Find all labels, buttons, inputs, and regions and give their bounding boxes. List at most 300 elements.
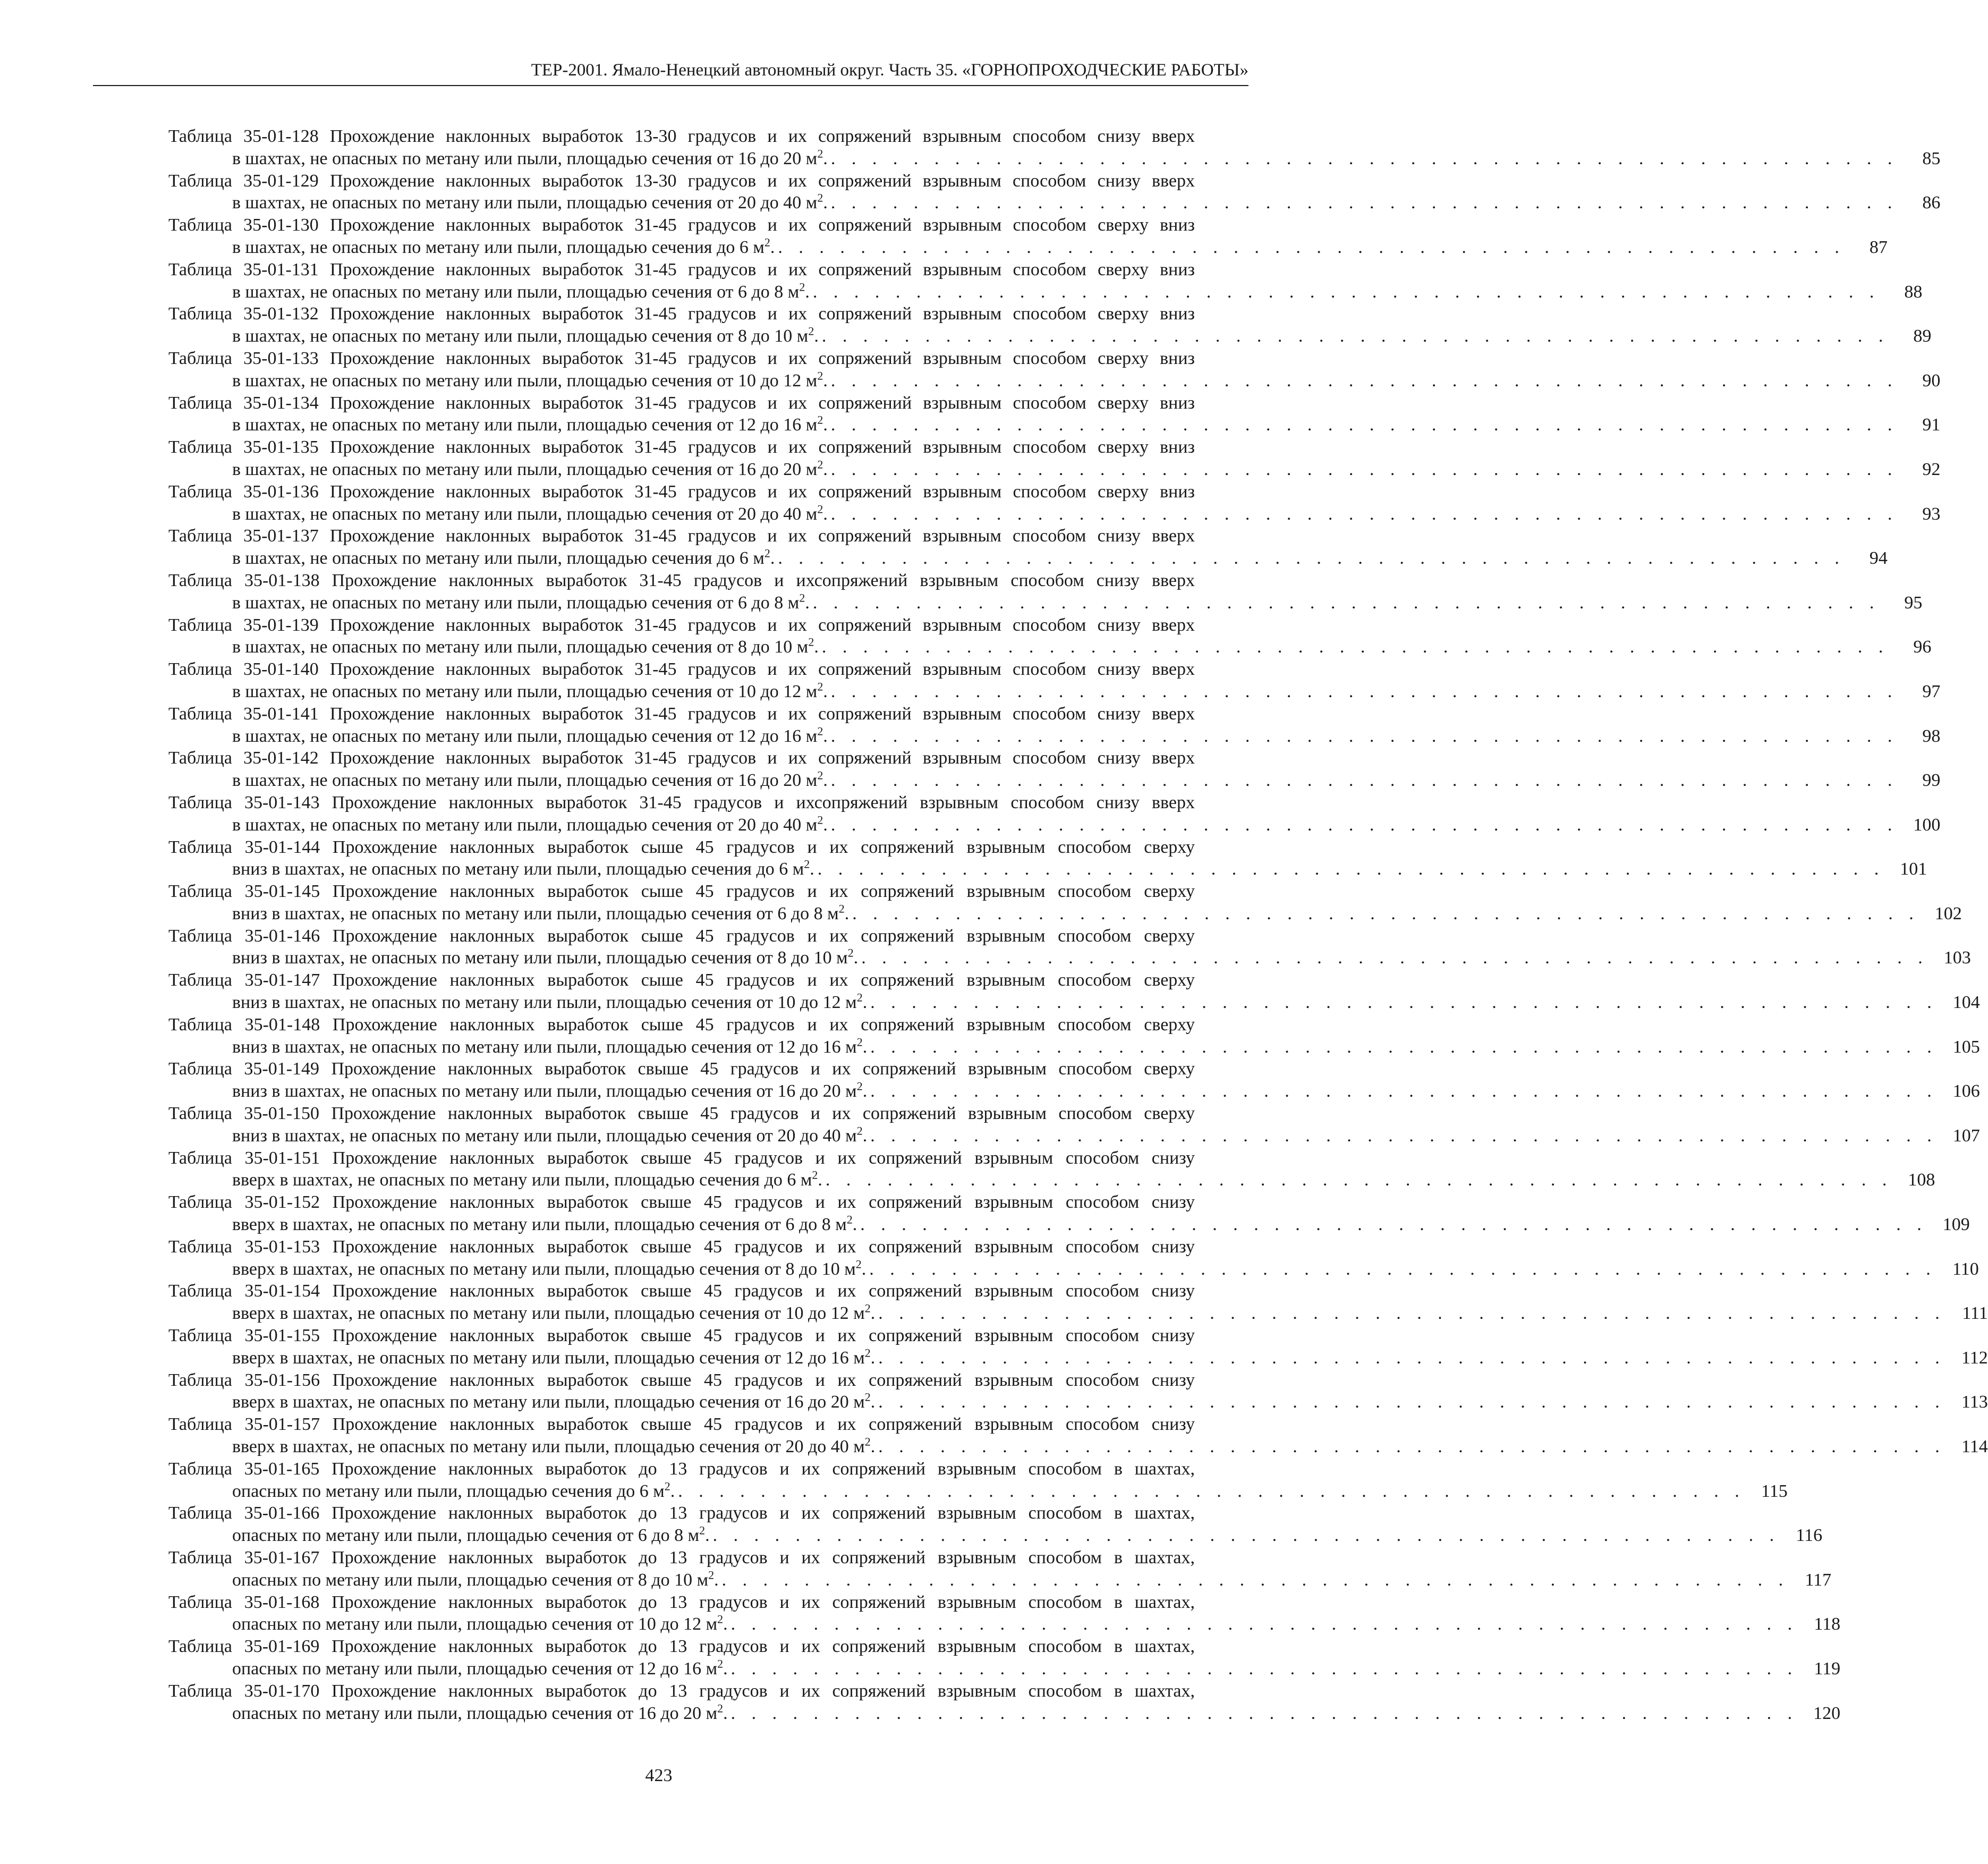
toc-entry-continuation: [168, 1701, 1841, 1725]
toc-entry-area-text: в шахтах, не опасных по метану или пыли, площадью сечения от 6 до 8 м: [232, 282, 800, 302]
toc-entry-page-number: 110: [1952, 1259, 1979, 1279]
toc-entry[interactable]: [168, 1103, 1980, 1147]
toc-entry-continuation: [168, 768, 1941, 792]
area-unit-superscript: 2: [856, 1035, 863, 1049]
toc-entry-continuation-text: [232, 1169, 822, 1191]
area-unit-superscript: 2: [817, 147, 823, 160]
sentence-period: .: [862, 1037, 868, 1057]
toc-entry[interactable]: [168, 747, 1941, 792]
leader-dots: . . . . . . . . . . . . . . . . . . . . . . . . . . . . . . . . . . . . . . . . . . . . . . . . . . . .: [870, 1037, 1938, 1057]
toc-entry-title: Таблица 35-01-135 Прохождение наклонных выработок 31-45 градусов и их сопряжений взрывным способом сверху вниз: [168, 437, 1195, 457]
sentence-period: .: [870, 1303, 876, 1324]
toc-entry-title: Таблица 35-01-151 Прохождение наклонных выработок свыше 45 градусов и их сопряжений взрывным способом снизу: [168, 1148, 1195, 1168]
toc-entry-title: Таблица 35-01-165 Прохождение наклонных выработок до 13 градусов и их сопряжений взрывным способом в шахтах,: [168, 1459, 1195, 1479]
toc-entry-title: Таблица 35-01-153 Прохождение наклонных выработок свыше 45 градусов и их сопряжений взрывным способом снизу: [168, 1236, 1195, 1257]
toc-entry-area-text: в шахтах, не опасных по метану или пыли, площадью сечения от 6 до 8 м: [232, 592, 800, 613]
toc-entry-page-number: 107: [1952, 1125, 1980, 1146]
toc-entry[interactable]: [168, 570, 1923, 614]
toc-entry-page-number: 91: [1922, 415, 1941, 435]
toc-entry[interactable]: [168, 481, 1941, 526]
toc-entry-continuation-text: [232, 1658, 728, 1680]
toc-entry-title: Таблица 35-01-138 Прохождение наклонных выработок 31-45 градусов и ихсопряжений взрывным способом снизу вверх: [168, 570, 1195, 590]
leader-dots: . . . . . . . . . . . . . . . . . . . . . . . . . . . . . . . . . . . . . . . . . . . . . . . . . . . .: [878, 1303, 1945, 1324]
sentence-period: .: [823, 770, 828, 791]
toc-entry-continuation-text: [232, 1347, 875, 1369]
toc-entry-area-text: в шахтах, не опасных по метану или пыли, площадью сечения от 10 до 12 м: [232, 370, 818, 391]
toc-entry-title: Таблица 35-01-170 Прохождение наклонных выработок до 13 градусов и их сопряжений взрывным способом в шахтах,: [168, 1681, 1195, 1701]
toc-entry-title: Таблица 35-01-169 Прохождение наклонных выработок до 13 градусов и их сопряжений взрывным способом в шахтах,: [168, 1637, 1195, 1657]
toc-entry-page-number: 95: [1904, 592, 1923, 613]
area-unit-superscript: 2: [864, 1301, 871, 1315]
toc-entry-area-text: вниз в шахтах, не опасных по метану или пыли, площадью сечения от 12 до 16 м: [232, 1037, 857, 1057]
toc-entry-area-text: вниз в шахтах, не опасных по метану или пыли, площадью сечения от 8 до 10 м: [232, 948, 848, 968]
table-of-contents: [168, 125, 1988, 1724]
sentence-period: .: [805, 592, 810, 613]
toc-entry-continuation-text: [232, 1480, 675, 1503]
leader-dots: . . . . . . . . . . . . . . . . . . . . . . . . . . . . . . . . . . . . . . . . . . . . . . . . . . . .: [878, 1437, 1945, 1457]
toc-entry[interactable]: [168, 1369, 1988, 1414]
toc-entry-title: Таблица 35-01-137 Прохождение наклонных выработок 31-45 градусов и их сопряжений взрывным способом снизу вверх: [168, 526, 1195, 546]
toc-entry-continuation: [168, 1435, 1988, 1458]
toc-entry-title: Таблица 35-01-129 Прохождение наклонных выработок 13-30 градусов и их сопряжений взрывным способом снизу вверх: [168, 171, 1195, 191]
toc-entry-page-number: 100: [1913, 815, 1941, 835]
toc-entry-area-text: вверх в шахтах, не опасных по метану или пыли, площадью сечения от 20 до 40 м: [232, 1437, 865, 1457]
toc-entry-continuation-text: [232, 370, 828, 392]
toc-entry-title: Таблица 35-01-156 Прохождение наклонных выработок свыше 45 градусов и их сопряжений взрывным способом снизу: [168, 1370, 1195, 1390]
toc-entry-page-number: 116: [1796, 1526, 1823, 1546]
toc-entry-page-number: 111: [1962, 1303, 1988, 1324]
area-unit-superscript: 2: [799, 591, 805, 605]
toc-entry-continuation-text: [232, 769, 828, 792]
toc-entry-continuation: [168, 1301, 1988, 1325]
toc-entry-continuation: [168, 235, 1888, 259]
toc-entry-continuation-text: [232, 1524, 710, 1547]
toc-entry-page-number: 97: [1922, 681, 1941, 701]
area-unit-superscript: 2: [717, 1701, 724, 1715]
leader-dots: . . . . . . . . . . . . . . . . . . . . . . . . . . . . . . . . . . . . . . . . . . . . . . . . . . . .: [830, 193, 1898, 213]
sentence-period: .: [814, 326, 819, 346]
toc-entry-continuation-text: [232, 1036, 867, 1058]
leader-dots: . . . . . . . . . . . . . . . . . . . . . . . . . . . . . . . . . . . . . . . . . . . . . . . . . . . .: [730, 1703, 1798, 1723]
toc-entry-continuation-text: [232, 725, 828, 748]
toc-entry-continuation: [168, 147, 1941, 170]
toc-entry-continuation-text: [232, 1569, 719, 1591]
toc-entry-continuation: [168, 857, 1927, 880]
sentence-period: .: [818, 1170, 822, 1190]
toc-entry-continuation-text: [232, 1702, 728, 1725]
toc-entry-page-number: 120: [1813, 1703, 1841, 1723]
toc-entry[interactable]: [168, 125, 1941, 170]
area-unit-superscript: 2: [864, 1435, 871, 1448]
toc-entry-continuation-text: [232, 992, 867, 1014]
leader-dots: . . . . . . . . . . . . . . . . . . . . . . . . . . . . . . . . . . . . . . . . . . . . . . . . . . . .: [869, 1259, 1936, 1279]
sentence-period: .: [862, 993, 868, 1013]
toc-entry-page-number: 119: [1814, 1658, 1841, 1679]
toc-entry-title: Таблица 35-01-157 Прохождение наклонных выработок свыше 45 градусов и их сопряжений взрывным способом снизу: [168, 1414, 1195, 1435]
leader-dots: . . . . . . . . . . . . . . . . . . . . . . . . . . . . . . . . . . . . . . . . . . . . . . . . . . . .: [678, 1481, 1745, 1501]
sentence-period: .: [810, 859, 814, 879]
toc-entry-area-text: в шахтах, не опасных по метану или пыли, площадью сечения до 6 м: [232, 548, 764, 569]
leader-dots: . . . . . . . . . . . . . . . . . . . . . . . . . . . . . . . . . . . . . . . . . . . . . . . . . . . .: [821, 637, 1889, 657]
toc-entry-area-text: опасных по метану или пыли, площадью сечения от 10 до 12 м: [232, 1614, 718, 1634]
toc-entry-continuation: [168, 1213, 1970, 1236]
toc-entry-page-number: 102: [1934, 903, 1962, 923]
toc-entry-continuation-text: [232, 1125, 867, 1147]
toc-entry-continuation-text: [232, 459, 828, 481]
leader-dots: . . . . . . . . . . . . . . . . . . . . . . . . . . . . . . . . . . . . . . . . . . . . . . . . . . . .: [830, 815, 1898, 835]
toc-entry-continuation: [168, 990, 1980, 1014]
toc-entry-page-number: 113: [1961, 1392, 1988, 1412]
toc-entry-page-number: 101: [1900, 859, 1927, 879]
leader-dots: . . . . . . . . . . . . . . . . . . . . . . . . . . . . . . . . . . . . . . . . . . . . . . . . . . . .: [778, 548, 1845, 569]
toc-entry-area-text: в шахтах, не опасных по метану или пыли, площадью сечения от 20 до 40 м: [232, 504, 818, 524]
toc-entry-continuation: [168, 280, 1923, 303]
sentence-period: .: [723, 1614, 728, 1634]
toc-entry-continuation: [168, 636, 1932, 658]
toc-entry-page-number: 88: [1904, 282, 1923, 302]
leader-dots: . . . . . . . . . . . . . . . . . . . . . . . . . . . . . . . . . . . . . . . . . . . . . . . . . . . .: [830, 415, 1898, 435]
toc-entry-area-text: вверх в шахтах, не опасных по метану или пыли, площадью сечения до 6 м: [232, 1170, 812, 1190]
toc-entry-continuation: [168, 591, 1923, 614]
area-unit-superscript: 2: [764, 235, 770, 249]
leader-dots: . . . . . . . . . . . . . . . . . . . . . . . . . . . . . . . . . . . . . . . . . . . . . . . . . . . .: [825, 1170, 1893, 1190]
toc-entry-continuation: [168, 1257, 1979, 1281]
area-unit-superscript: 2: [846, 1213, 853, 1226]
toc-entry-area-text: вверх в шахтах, не опасных по метану или пыли, площадью сечения от 16 до 20 м: [232, 1392, 865, 1412]
toc-entry[interactable]: [168, 703, 1941, 748]
area-unit-superscript: 2: [856, 1079, 863, 1093]
toc-entry-page-number: 118: [1814, 1614, 1841, 1634]
sentence-period: .: [823, 370, 828, 391]
toc-entry-page-number: 87: [1869, 237, 1888, 257]
toc-entry[interactable]: [168, 436, 1941, 481]
toc-entry-title: Таблица 35-01-149 Прохождение наклонных выработок свыше 45 градусов и их сопряжений взрывным способом сверху: [168, 1059, 1195, 1079]
toc-entry-title: Таблица 35-01-136 Прохождение наклонных выработок 31-45 градусов и их сопряжений взрывным способом сверху вниз: [168, 481, 1195, 502]
area-unit-superscript: 2: [864, 1346, 871, 1360]
sentence-period: .: [823, 459, 828, 479]
area-unit-superscript: 2: [817, 724, 823, 738]
toc-entry[interactable]: [168, 525, 1888, 570]
toc-entry-area-text: в шахтах, не опасных по метану или пыли, площадью сечения от 10 до 12 м: [232, 681, 818, 701]
toc-entry-title: Таблица 35-01-147 Прохождение наклонных выработок сыше 45 градусов и их сопряжений взрывным способом сверху: [168, 970, 1195, 990]
toc-entry-title: Таблица 35-01-130 Прохождение наклонных выработок 31-45 градусов и их сопряжений взрывным способом сверху вниз: [168, 215, 1195, 235]
toc-entry-continuation: [168, 369, 1941, 392]
toc-entry-area-text: вверх в шахтах, не опасных по метану или пыли, площадью сечения от 12 до 16 м: [232, 1348, 865, 1368]
area-unit-superscript: 2: [817, 813, 823, 827]
toc-entry-continuation: [168, 1391, 1988, 1413]
toc-entry[interactable]: [168, 836, 1927, 881]
toc-entry[interactable]: [168, 1014, 1980, 1058]
toc-entry-continuation-text: [232, 947, 858, 969]
toc-entry-continuation: [168, 191, 1941, 214]
toc-entry-continuation: [168, 1168, 1935, 1191]
toc-entry[interactable]: [168, 1547, 1832, 1591]
area-unit-superscript: 2: [799, 280, 805, 294]
toc-entry-title: Таблица 35-01-142 Прохождение наклонных выработок 31-45 градусов и их сопряжений взрывным способом снизу вверх: [168, 748, 1195, 768]
toc-entry-area-text: вниз в шахтах, не опасных по метану или пыли, площадью сечения от 20 до 40 м: [232, 1125, 857, 1146]
toc-entry-area-text: в шахтах, не опасных по метану или пыли, площадью сечения от 20 до 40 м: [232, 815, 818, 835]
sentence-period: .: [823, 815, 828, 835]
area-unit-superscript: 2: [856, 990, 863, 1004]
area-unit-superscript: 2: [847, 946, 854, 960]
toc-entry[interactable]: [168, 170, 1941, 215]
sentence-period: .: [852, 1215, 857, 1235]
toc-entry[interactable]: [168, 348, 1941, 392]
leader-dots: . . . . . . . . . . . . . . . . . . . . . . . . . . . . . . . . . . . . . . . . . . . . . . . . . . . .: [812, 282, 1880, 302]
leader-dots: . . . . . . . . . . . . . . . . . . . . . . . . . . . . . . . . . . . . . . . . . . . . . . . . . . . .: [852, 903, 1919, 923]
toc-entry-continuation-text: [232, 1391, 875, 1413]
leader-dots: . . . . . . . . . . . . . . . . . . . . . . . . . . . . . . . . . . . . . . . . . . . . . . . . . . . .: [870, 993, 1938, 1013]
toc-entry-page-number: 109: [1942, 1215, 1970, 1235]
toc-entry-continuation-text: [232, 1436, 875, 1458]
sentence-period: .: [823, 148, 828, 168]
toc-entry-continuation: [168, 946, 1971, 969]
toc-entry-continuation: [168, 724, 1941, 748]
sentence-period: .: [862, 1125, 868, 1146]
toc-entry-continuation: [168, 680, 1941, 703]
toc-entry-area-text: в шахтах, не опасных по метану или пыли, площадью сечения от 20 до 40 м: [232, 193, 818, 213]
toc-entry-title: Таблица 35-01-143 Прохождение наклонных выработок 31-45 градусов и ихсопряжений взрывным способом снизу вверх: [168, 792, 1195, 812]
toc-entry[interactable]: [168, 925, 1971, 970]
leader-dots: . . . . . . . . . . . . . . . . . . . . . . . . . . . . . . . . . . . . . . . . . . . . . . . . . . . .: [878, 1392, 1945, 1412]
toc-entry-continuation-text: [232, 903, 849, 925]
sentence-period: .: [870, 1437, 876, 1457]
toc-entry-title: Таблица 35-01-168 Прохождение наклонных выработок до 13 градусов и их сопряжений взрывным способом в шахтах,: [168, 1592, 1195, 1612]
toc-entry-continuation-text: [232, 236, 775, 259]
toc-entry-continuation-text: [232, 858, 814, 880]
leader-dots: . . . . . . . . . . . . . . . . . . . . . . . . . . . . . . . . . . . . . . . . . . . . . . . . . . . .: [878, 1348, 1945, 1368]
toc-entry[interactable]: [168, 1502, 1823, 1547]
area-unit-superscript: 2: [817, 457, 823, 471]
toc-entry-area-text: вниз в шахтах, не опасных по метану или пыли, площадью сечения от 10 до 12 м: [232, 993, 857, 1013]
toc-entry[interactable]: [168, 614, 1932, 659]
toc-entry-area-text: в шахтах, не опасных по метану или пыли, площадью сечения от 8 до 10 м: [232, 637, 809, 657]
toc-entry[interactable]: [168, 1058, 1980, 1103]
toc-entry-continuation: [168, 902, 1962, 925]
area-unit-superscript: 2: [838, 902, 845, 916]
toc-entry-title: Таблица 35-01-148 Прохождение наклонных выработок сыше 45 градусов и их сопряжений взрывным способом сверху: [168, 1014, 1195, 1035]
area-unit-superscript: 2: [699, 1523, 706, 1537]
toc-entry-page-number: 94: [1869, 548, 1888, 569]
toc-entry-page-number: 99: [1922, 770, 1941, 791]
toc-entry-area-text: опасных по метану или пыли, площадью сечения до 6 м: [232, 1481, 665, 1501]
sentence-period: .: [770, 237, 775, 257]
leader-dots: . . . . . . . . . . . . . . . . . . . . . . . . . . . . . . . . . . . . . . . . . . . . . . . . . . . .: [830, 726, 1898, 746]
toc-entry[interactable]: [168, 1147, 1935, 1192]
toc-entry-continuation-text: [232, 547, 775, 570]
area-unit-superscript: 2: [855, 1257, 862, 1271]
toc-entry-continuation: [168, 1657, 1841, 1680]
toc-entry-page-number: 89: [1913, 326, 1932, 346]
toc-entry-area-text: вниз в шахтах, не опасных по метану или пыли, площадью сечения до 6 м: [232, 859, 804, 879]
leader-dots: . . . . . . . . . . . . . . . . . . . . . . . . . . . . . . . . . . . . . . . . . . . . . . . . . . . .: [812, 592, 1880, 613]
sentence-period: .: [705, 1526, 710, 1546]
toc-entry-page-number: 98: [1922, 726, 1941, 746]
sentence-period: .: [853, 948, 859, 968]
toc-entry[interactable]: [168, 1591, 1841, 1636]
page-number: 423: [645, 1766, 673, 1785]
sentence-period: .: [814, 637, 819, 657]
sentence-period: .: [823, 415, 828, 435]
toc-entry-page-number: 112: [1961, 1348, 1988, 1368]
toc-entry-title: Таблица 35-01-132 Прохождение наклонных выработок 31-45 градусов и их сопряжений взрывным способом сверху вниз: [168, 304, 1195, 324]
toc-entry-area-text: вниз в шахтах, не опасных по метану или пыли, площадью сечения от 16 до 20 м: [232, 1081, 857, 1102]
toc-entry-page-number: 117: [1805, 1570, 1832, 1590]
toc-entry-title: Таблица 35-01-150 Прохождение наклонных выработок свыше 45 градусов и их сопряжений взрывным способом сверху: [168, 1104, 1195, 1124]
sentence-period: .: [823, 193, 828, 213]
leader-dots: . . . . . . . . . . . . . . . . . . . . . . . . . . . . . . . . . . . . . . . . . . . . . . . . . . . .: [830, 770, 1898, 791]
toc-entry-page-number: 86: [1922, 193, 1941, 213]
toc-entry-title: Таблица 35-01-144 Прохождение наклонных выработок сыше 45 градусов и их сопряжений взрывным способом сверху: [168, 837, 1195, 857]
leader-dots: . . . . . . . . . . . . . . . . . . . . . . . . . . . . . . . . . . . . . . . . . . . . . . . . . . . .: [778, 237, 1845, 257]
toc-entry-page-number: 92: [1922, 459, 1941, 479]
toc-entry-continuation: [168, 502, 1941, 526]
leader-dots: . . . . . . . . . . . . . . . . . . . . . . . . . . . . . . . . . . . . . . . . . . . . . . . . . . . .: [730, 1658, 1798, 1679]
toc-entry-page-number: 115: [1761, 1481, 1788, 1501]
toc-entry-area-text: опасных по метану или пыли, площадью сечения от 6 до 8 м: [232, 1526, 700, 1546]
toc-entry-continuation: [168, 1568, 1832, 1591]
toc-entry-continuation: [168, 1523, 1823, 1547]
leader-dots: . . . . . . . . . . . . . . . . . . . . . . . . . . . . . . . . . . . . . . . . . . . . . . . . . . . .: [721, 1570, 1789, 1590]
toc-entry-area-text: вверх в шахтах, не опасных по метану или пыли, площадью сечения от 6 до 8 м: [232, 1215, 847, 1235]
toc-entry-title: Таблица 35-01-131 Прохождение наклонных выработок 31-45 градусов и их сопряжений взрывным способом сверху вниз: [168, 259, 1195, 279]
running-header: ТЕР-2001. Ямало-Ненецкий автономный округ. Часть 35. «ГОРНОПРОХОДЧЕСКИЕ РАБОТЫ»: [531, 61, 1248, 80]
toc-entry[interactable]: [168, 1236, 1979, 1281]
toc-entry[interactable]: [168, 880, 1962, 925]
area-unit-superscript: 2: [812, 1168, 818, 1182]
toc-entry-continuation-text: [232, 325, 819, 348]
area-unit-superscript: 2: [808, 324, 814, 338]
toc-entry[interactable]: [168, 658, 1941, 703]
toc-entry-continuation: [168, 324, 1932, 348]
toc-entry-continuation-text: [232, 814, 828, 836]
toc-entry-continuation: [168, 813, 1941, 836]
toc-entry-continuation: [168, 1479, 1788, 1503]
toc-entry[interactable]: [168, 214, 1888, 259]
toc-entry-area-text: опасных по метану или пыли, площадью сечения от 12 до 16 м: [232, 1658, 718, 1679]
area-unit-superscript: 2: [708, 1568, 715, 1582]
toc-entry-area-text: в шахтах, не опасных по метану или пыли, площадью сечения от 12 до 16 м: [232, 415, 818, 435]
toc-entry-title: Таблица 35-01-128 Прохождение наклонных выработок 13-30 градусов и их сопряжений взрывным способом снизу вверх: [168, 126, 1195, 146]
toc-entry-title: Таблица 35-01-154 Прохождение наклонных выработок свыше 45 градусов и их сопряжений взрывным способом снизу: [168, 1281, 1195, 1301]
toc-entry-continuation-text: [232, 1302, 875, 1325]
leader-dots: . . . . . . . . . . . . . . . . . . . . . . . . . . . . . . . . . . . . . . . . . . . . . . . . . . . .: [830, 370, 1898, 391]
leader-dots: . . . . . . . . . . . . . . . . . . . . . . . . . . . . . . . . . . . . . . . . . . . . . . . . . . . .: [730, 1614, 1798, 1634]
leader-dots: . . . . . . . . . . . . . . . . . . . . . . . . . . . . . . . . . . . . . . . . . . . . . . . . . . . .: [861, 948, 1928, 968]
toc-entry[interactable]: [168, 1325, 1988, 1369]
toc-entry-continuation: [168, 1035, 1980, 1058]
toc-entry[interactable]: [168, 1280, 1988, 1325]
toc-entry-title: Таблица 35-01-166 Прохождение наклонных выработок до 13 градусов и их сопряжений взрывным способом в шахтах,: [168, 1503, 1195, 1523]
toc-entry-area-text: в шахтах, не опасных по метану или пыли, площадью сечения от 16 до 20 м: [232, 148, 818, 168]
area-unit-superscript: 2: [864, 1391, 871, 1404]
toc-entry-page-number: 96: [1913, 637, 1932, 657]
toc-entry-page-number: 106: [1952, 1081, 1980, 1102]
header-rule: [93, 85, 1248, 86]
sentence-period: .: [770, 548, 775, 569]
toc-entry-title: Таблица 35-01-134 Прохождение наклонных выработок 31-45 градусов и их сопряжений взрывным способом сверху вниз: [168, 393, 1195, 413]
toc-entry-area-text: в шахтах, не опасных по метану или пыли, площадью сечения от 12 до 16 м: [232, 726, 818, 746]
area-unit-superscript: 2: [817, 191, 823, 205]
leader-dots: . . . . . . . . . . . . . . . . . . . . . . . . . . . . . . . . . . . . . . . . . . . . . . . . . . . .: [830, 148, 1898, 168]
toc-entry[interactable]: [168, 1413, 1988, 1458]
area-unit-superscript: 2: [764, 546, 770, 560]
toc-entry[interactable]: [168, 1458, 1788, 1503]
sentence-period: .: [823, 681, 828, 701]
area-unit-superscript: 2: [856, 1124, 863, 1138]
toc-entry-continuation-text: [232, 681, 828, 703]
area-unit-superscript: 2: [664, 1479, 670, 1493]
area-unit-superscript: 2: [717, 1613, 724, 1626]
toc-entry-area-text: вниз в шахтах, не опасных по метану или пыли, площадью сечения от 6 до 8 м: [232, 903, 839, 923]
toc-entry-continuation-text: [232, 636, 819, 658]
leader-dots: . . . . . . . . . . . . . . . . . . . . . . . . . . . . . . . . . . . . . . . . . . . . . . . . . . . .: [870, 1081, 1938, 1102]
toc-entry[interactable]: [168, 1191, 1970, 1236]
sentence-period: .: [844, 903, 849, 923]
leader-dots: . . . . . . . . . . . . . . . . . . . . . . . . . . . . . . . . . . . . . . . . . . . . . . . . . . . .: [817, 859, 1885, 879]
sentence-period: .: [861, 1259, 866, 1279]
leader-dots: . . . . . . . . . . . . . . . . . . . . . . . . . . . . . . . . . . . . . . . . . . . . . . . . . . . .: [712, 1526, 1780, 1546]
toc-entry-page-number: 93: [1922, 504, 1941, 524]
toc-entry-continuation-text: [232, 1258, 866, 1281]
toc-entry-continuation-text: [232, 192, 828, 214]
toc-entry-continuation: [168, 413, 1941, 436]
toc-entry-continuation: [168, 457, 1941, 481]
toc-entry-title: Таблица 35-01-146 Прохождение наклонных выработок сыше 45 градусов и их сопряжений взрывным способом сверху: [168, 926, 1195, 946]
toc-entry[interactable]: [168, 259, 1923, 303]
toc-entry-title: Таблица 35-01-152 Прохождение наклонных выработок свыше 45 градусов и их сопряжений взрывным способом снизу: [168, 1192, 1195, 1213]
area-unit-superscript: 2: [817, 680, 823, 693]
toc-entry-continuation-text: [232, 1080, 867, 1103]
sentence-period: .: [805, 282, 810, 302]
area-unit-superscript: 2: [817, 502, 823, 516]
area-unit-superscript: 2: [817, 768, 823, 782]
sentence-period: .: [723, 1703, 728, 1723]
toc-entry[interactable]: [168, 392, 1941, 437]
toc-entry-continuation: [168, 1613, 1841, 1636]
sentence-period: .: [723, 1658, 728, 1679]
toc-entry-title: Таблица 35-01-141 Прохождение наклонных выработок 31-45 градусов и их сопряжений взрывным способом снизу вверх: [168, 704, 1195, 724]
toc-entry[interactable]: [168, 1636, 1841, 1680]
toc-entry-continuation: [168, 1346, 1988, 1369]
toc-entry[interactable]: [168, 792, 1941, 836]
leader-dots: . . . . . . . . . . . . . . . . . . . . . . . . . . . . . . . . . . . . . . . . . . . . . . . . . . . .: [860, 1215, 1927, 1235]
toc-entry-continuation: [168, 1124, 1980, 1147]
area-unit-superscript: 2: [804, 857, 810, 871]
leader-dots: . . . . . . . . . . . . . . . . . . . . . . . . . . . . . . . . . . . . . . . . . . . . . . . . . . . .: [821, 326, 1889, 346]
toc-entry-title: Таблица 35-01-167 Прохождение наклонных выработок до 13 градусов и их сопряжений взрывным способом в шахтах,: [168, 1548, 1195, 1568]
toc-entry-title: Таблица 35-01-145 Прохождение наклонных выработок сыше 45 градусов и их сопряжений взрывным способом сверху: [168, 882, 1195, 902]
toc-entry-area-text: в шахтах, не опасных по метану или пыли, площадью сечения от 16 до 20 м: [232, 459, 818, 479]
area-unit-superscript: 2: [717, 1657, 724, 1671]
toc-entry-area-text: вверх в шахтах, не опасных по метану или пыли, площадью сечения от 10 до 12 м: [232, 1303, 865, 1324]
leader-dots: . . . . . . . . . . . . . . . . . . . . . . . . . . . . . . . . . . . . . . . . . . . . . . . . . . . .: [830, 504, 1898, 524]
toc-entry[interactable]: [168, 1680, 1841, 1725]
toc-entry-area-text: в шахтах, не опасных по метану или пыли, площадью сечения до 6 м: [232, 237, 764, 257]
toc-entry-title: Таблица 35-01-139 Прохождение наклонных выработок 31-45 градусов и их сопряжений взрывным способом снизу вверх: [168, 615, 1195, 635]
toc-entry[interactable]: [168, 303, 1932, 348]
leader-dots: . . . . . . . . . . . . . . . . . . . . . . . . . . . . . . . . . . . . . . . . . . . . . . . . . . . .: [870, 1125, 1938, 1146]
sentence-period: .: [870, 1392, 876, 1412]
toc-entry-page-number: 108: [1908, 1170, 1935, 1190]
sentence-period: .: [714, 1570, 719, 1590]
toc-entry-title: Таблица 35-01-140 Прохождение наклонных выработок 31-45 градусов и их сопряжений взрывным способом снизу вверх: [168, 659, 1195, 680]
toc-entry-page-number: 103: [1943, 948, 1971, 968]
toc-entry[interactable]: [168, 969, 1980, 1014]
toc-entry-continuation-text: [232, 281, 810, 303]
area-unit-superscript: 2: [817, 413, 823, 427]
toc-entry-continuation: [168, 546, 1888, 570]
